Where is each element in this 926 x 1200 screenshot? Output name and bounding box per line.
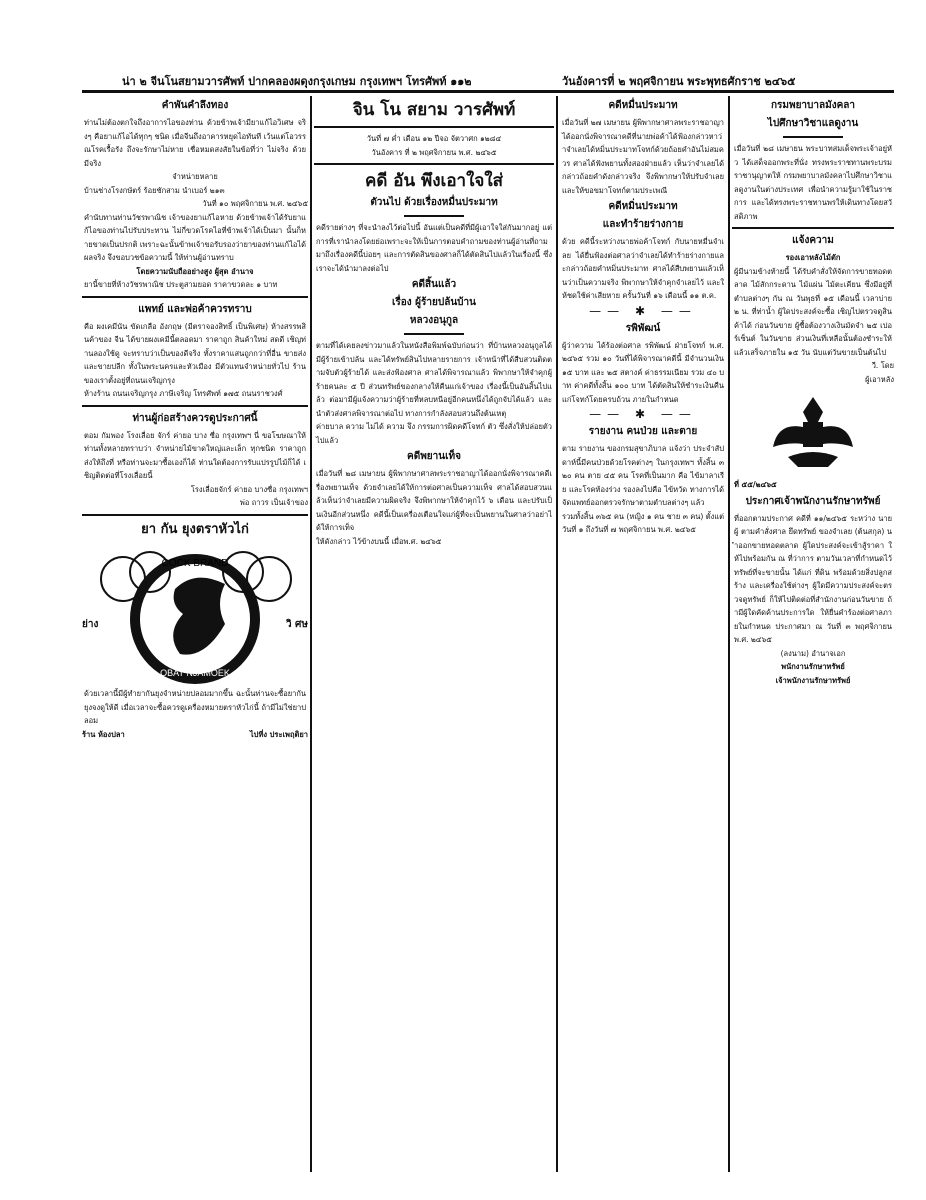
article-heading: ประกาศเจ้าพนักงานรักษาทรัพย์: [745, 495, 881, 507]
section-rule: [82, 296, 308, 298]
subheadline: ตัวนไป ด้วยเรื่องหมื่นประมาท: [370, 197, 498, 208]
cock-brand-logo: [95, 544, 295, 684]
article-heading: คดีพยานเท็จ: [407, 451, 461, 462]
article-body: เมื่อวันที่ ๒๗ เมษายน ผู้พิพากษาศาลพระราชอาญาได้ออกนั่งพิจารณาคดีที่นายพ่อค้าได้ฟ้องกล่าวหาว่าจำเลยได้หมิ่นประมาทโจทก์ด้วยถ้อยคำอันไม่สมควร ศาลได้ฟังพยานทั้งสองฝ่ายแล้ว เห็นว่าจำเลยได้กล่าวถ้อยคำดังกล่าวจริง จึงพิพากษาให้ปรับจำเลย และให้ขอขมาโจทก์ตามประเพณี: [562, 118, 724, 195]
ornament-divider: —— ✱ ——: [589, 407, 697, 421]
article-body: คือ ผงเคมีนัน ขัดเกลือ อังกฤษ (มีตราจองสิทธิ์ เป็นพิเศษ) ห้างสรรพสินค้าของ จีน ได้ขายผงเคมีนี้ตลอดมา ราคาถูก สินค้าใหม่ สดดี เชิญท่านลองใช้ดู จะทราบว่าเป็นของดีจริง ทั้งราคาแสนถูกกว่าที่อื่น ขายส่งและขายปลีก ทั้งในพระนครและหัวเมือง มีตัวแทนจำหน่ายทั่วไป ร้านของเราตั้งอยู่ที่ถนนเจริญกรุง: [84, 321, 306, 385]
short-rule: [404, 333, 464, 335]
ad-footer-left: ร้าน ห้องปลา: [82, 729, 125, 739]
column-3: [560, 96, 726, 537]
ad-headline: ยา กัน ยุงตราหัวไก่: [141, 521, 249, 537]
article-body: ตอม กัมพอง โรงเลื่อย จักร์ ค่ายอ บาง ซื่อ กรุงเทพฯ นี่ ขอโฆษณาให้ท่านทั้งหลายทราบว่า จำหน่ายไม้ขาดใหญ่และเล็ก ทุกชนิด ราคาถูก ส่งให้ถึงที่ หรือท่านจะมาซื้อเองก็ได้ ท่านใดต้องการรับแปรรูปไม้ก็ได้ เชิญติดต่อที่โรงเลื่อยนี้: [84, 430, 306, 480]
article-heading: แจ้งความ: [792, 235, 834, 246]
article-body: เมื่อวันที่ ๒๘ เมษายน พระบาทสมเด็จพระเจ้าอยู่หัว ได้เสด็จออกพระที่นั่ง ทรงพระราชทานพระบรมราชานุญาตให้ กรมพยาบาลมังคลาไปศึกษาวิชาแลดูงานในต่างประเทศ เพื่อนำความรู้มาใช้ในราชการ และได้ทรงพระราชทานพรให้เดินทางโดยสวัสดิภาพ: [734, 144, 892, 221]
footer-line: ยานี้ขายที่ห้างวัชรพาณิช ประตูสามยอด ราคาขวดละ ๑ บาท: [84, 280, 278, 289]
section-rule: [82, 514, 308, 516]
article-heading: ไปศึกษาวิชาแลดูงาน: [767, 118, 859, 129]
section-rule: [314, 126, 554, 128]
ad-right-text: วิ ศษ: [285, 618, 308, 630]
masthead-left: น่า ๒ จีนโนสยามวารศัพท์ ปากคลองผดุงกรุงเกษม กรุงเทพฯ โทรศัพท์ ๑๑๒: [122, 75, 472, 88]
garuda-icon: [768, 392, 858, 472]
article-body: ท่านไม่ต้องตกใจถึงอาการไอของท่าน ด้วยข้าพเจ้ามียาแก้ไอวิเศษ จริงๆ คือยาแก้ไอได้ทุกๆ ชนิด เมื่อจีนถึงอาคารหยุดไอทันที เว้นแต่โอวรรณโรคเรื้อรัง ถึงจะรักษาไม่หาย เชื่อหมดสงสัยในข้อที่ว่า ไม่จริง ด้วย มีจริง: [84, 118, 306, 168]
nameplate: จิน โน สยาม วารศัพท์: [352, 100, 516, 120]
article-body: ผู้ว่าความ ได้ร้องต่อศาล รพิพัฒน์ ฝ่ายโจทก์ พ.ศ. ๒๔๖๕ รวม ๑๐ วันที่ได้พิจารณาคดีนี้ มีจำนวนเงิน ๑๕ บาท และ ๒๕ สตางค์ ค่าธรรมเนียม รวม ๔๐ บาท ค่าคดีทั้งสิ้น ๑๐๐ บาท ได้ตัดสินให้ชำระเงินคืนแก่โจทก์โดยครบถ้วน ภายในกำหนด: [562, 340, 724, 404]
signature: พนักงานรักษาทรัพย์: [781, 662, 845, 671]
signature: โรงเลื่อยจักร์ ค่ายอ บางซื่อ กรุงเทพฯ: [190, 484, 308, 494]
signature: วี. โดย: [871, 361, 894, 370]
column-4: [732, 96, 894, 687]
signature: โดยความนับถืออย่างสูง ผู้สุด อำนาจ: [136, 266, 254, 276]
article-heading: คำพันคำลึงทอง: [161, 100, 229, 111]
ad-left-text: ย่าง: [82, 618, 99, 630]
section-rule: [82, 405, 308, 407]
ornament-divider: —— ✱ ——: [589, 303, 697, 318]
ad-footer-right: ไปที่ง ประเพฤติยา: [249, 729, 308, 739]
article-heading: และทำร้ายร่างกาย: [602, 219, 684, 230]
issue-date: วันอังคาร ที่ ๒ พฤศจิกายน พ.ศ. ๒๔๖๕: [371, 147, 497, 157]
signature: (ลงนาม) อำนาจเอก: [780, 648, 846, 658]
section-rule: [314, 163, 554, 165]
masthead-right: วันอังคารที่ ๒ พฤศจิกายน พระพุทธศักราช ๒๔๖๕: [562, 75, 796, 88]
article-subheading: จำหน่ายหลาย: [172, 172, 218, 181]
footer-line: ห้างร้าน ถนนเจริญกรุง ภาษีเจริญ โทรศัพท์ ๑๗๕ ถนนราชวงศ์: [84, 389, 283, 398]
article-heading: คดีสิ้นแล้ว: [411, 279, 457, 290]
signature: ผู้เอาหลัง: [865, 374, 894, 384]
article-body: รวมทั้งสิ้น ๓๖๕ คน (หญิง ๑ คน ชาย ๓ คน) ตั้งแต่วันที่ ๑ ถึงวันที่ ๗ พฤศจิกายน พ.ศ. ๒๔๖๕: [562, 511, 724, 534]
reference-number: ที่ ๕๕/๒๔๖๕: [734, 480, 777, 489]
top-rule: [82, 90, 894, 93]
article-heading: รพิพัฒน์: [625, 322, 661, 334]
article-heading: กรมพยาบาลมังคลา: [770, 100, 856, 111]
section-rule: [732, 227, 894, 229]
article-body: ให้ดังกล่าว ไว้ข้างบนนี้ เมื่อพ.ศ. ๒๔๖๕: [316, 536, 442, 546]
short-rule: [783, 136, 843, 138]
column-1: [82, 96, 308, 741]
article-body: ที่ออกตามประกาศ คดีที่ ๑๑/๒๔๖๕ ระหว่าง นาย ผู้ ตามคำสั่งศาล ยึดทรัพย์ ของจำเลย (ต้นสกุล) นำออกขายทอดตลาด ผู้ใดประสงค์จะเข้าสู้ราคา ให้ไปพร้อมกัน ณ ที่ว่าการ ตามวันเวลาที่กำหนดไว้ ทรัพย์ที่จะขายนั้น ได้แก่ ที่ดิน พร้อมด้วยสิ่งปลูกสร้าง และเครื่องใช้ต่างๆ ผู้ใดมีความประสงค์จะตรวจดูทรัพย์ ก็ให้ไปติดต่อที่สำนักงานก่อนวันขาย ถ้ามีผู้ใดคัดค้านประการใด ให้ยื่นคำร้องต่อศาลภายในกำหนด ประกาศมา ณ วันที่ ๓ พฤศจิกายน พ.ศ. ๒๔๖๕: [734, 513, 892, 644]
article-heading: คดีหมื่นประมาท: [608, 100, 678, 111]
article-body: คำนับทานท่านวัชรพาณิช เจ้าของยาแก้ไอหาย ด้วยข้าพเจ้าได้รับยาแก้ไอของท่านไปรับประทาน ไม่กี่ขวดโรคไอที่ข้าพเจ้าได้เป็นมา นั้นก็หายขาดเป็นปรกติ เพราะฉะนั้นข้าพเจ้าขอรับรองว่ายาของท่านแก้ไอได้ผลจริง จึงขอบวชข้อความนี้ ให้ท่านผู้อ่านทราบ: [84, 212, 306, 262]
svg-text:COCK BRAND: COCK BRAND: [161, 557, 229, 569]
address-line: บ้านช่างโรงกษัตร์ ร้อยชักสาม นำเบอร์ ๒๑๓: [84, 185, 225, 195]
ad-body: ด้วยเวลานี้มีผู้ทำยากันยุงจำหน่ายปลอมมากขึ้น ฉะนั้นท่านจะซื้อยากันยุงจงดูให้ดี เมื่อเวลาจะซื้อควรดูเครื่องหมายตราหัวไก่นี้ ถ้ามีไม่ใช่ยาปลอม: [84, 689, 306, 725]
article-subheading: รองเอาหลังไม้ตัก: [785, 253, 841, 262]
lunar-date: วันที่ ๗ ค่ำ เดือน ๑๒ ปีจอ จัตวาศก ๑๒๘๔: [366, 134, 502, 143]
article-body: ผู้มีนามข้างท้ายนี้ ได้รับคำสั่งให้จัดการขายทอดตลาด ไม้สักกระดาน ไม้แผ่น ไม้ตะเคียน ซึ่งมีอยู่ที่ตำบลต่างๆ กัน ณ วันพุธที่ ๑๕ เดือนนี้ เวลาบ่าย ๒ น. ที่ท่าน้ำ ผู้ใดประสงค์จะซื้อ เชิญไปตรวจดูสินค้าได้ ก่อนวันขาย ผู้ซื้อต้องวางเงินมัดจำ ๒๕ เปอร์เซ็นต์ ในวันขาย ส่วนเงินที่เหลือนั้นต้องชำระให้แล้วเสร็จภายใน ๑๕ วัน นับแต่วันขายเป็นต้นไป: [734, 266, 892, 357]
column-divider: [556, 96, 558, 1172]
article-heading: หลวงอนุกูล: [409, 315, 459, 326]
article-heading: ท่านผู้ก่อสร้างควรดูประกาศนี้: [132, 412, 258, 424]
short-rule: [404, 215, 464, 217]
date-line: วันที่ ๑๐ พฤศจิกายน พ.ศ. ๒๔๖๕: [202, 199, 308, 208]
column-divider: [728, 96, 730, 1172]
article-heading: รายงาน คนป่วย และตาย: [588, 426, 698, 437]
article-heading: แพทย์ และพ่อค้าควรทราบ: [138, 303, 252, 315]
article-body: เมื่อวันที่ ๒๘ เมษายน ผู้พิพากษาศาลพระราชอาญาได้ออกนั่งพิจารณาคดีเรื่องพยานเท็จ ด้วยจำเลยได้ให้การต่อศาลเป็นความเท็จ ศาลได้สอบสวนแล้วเห็นว่าจำเลยมีความผิดจริง จึงพิพากษาให้จำคุกไว้ ๖ เดือน และปรับเป็นเงินอีกส่วนหนึ่ง คดีนี้เป็นเครื่องเตือนใจแก่ผู้ที่จะเป็นพยานในศาลว่าอย่าได้ให้การเท็จ: [316, 469, 552, 532]
article-body: คดีรายต่างๆ ที่จะนำลงไว้ต่อไปนี้ อันแต่เป็นคดีที่มีผู้เอาใจใส่กันมากอยู่ แต่การที่เรานำลงโดยย่อเพราะจะให้เป็นการตอบคำถามของท่านผู้อ่านที่ถามมาถึงเรื่องคดีนี้บ่อยๆ และการตัดสินของศาลก็ได้ตัดสินไปแล้วในเรื่องนี้ ซึ่งเราจะได้นำมาลงต่อไป: [316, 223, 552, 273]
column-2: [314, 96, 554, 548]
svg-text:OBAT NJAMOEK: OBAT NJAMOEK: [160, 667, 230, 678]
article-body: ตาม รายงาน ของกรมสุขาภิบาล แจ้งว่า ประจำสัปดาห์นี้มีคนป่วยด้วยโรคต่างๆ ในกรุงเทพฯ ทั้งสิ้น ๓๒๐ คน ตาย ๔๕ คน โรคที่เป็นมาก คือ ไข้มาลาเรีย และโรคท้องร่วง รองลงไปคือ ไข้หวัด ทางการได้จัดแพทย์ออกตรวจรักษาตามตำบลต่างๆ แล้ว: [562, 444, 724, 507]
article-body: ด้วย คดีนี้ระหว่างนายพ่อค้าโจทก์ กับนายหมื่นจำเลย ได้ยื่นฟ้องต่อศาลว่าจำเลยได้ทำร้ายร่างกายและกล่าวถ้อยคำหมิ่นประมาท ศาลได้สืบพยานแล้วเห็นว่าเป็นความจริง พิพากษาให้จำคุกจำเลยไว้ และให้ชดใช้ค่าเสียหาย ครั้นวันที่ ๑๖ เดือนนี้ ๑๑ ต.ค.: [562, 237, 724, 300]
signature: พ่อ ถาวร เป็นเจ้าของ: [239, 498, 308, 507]
signature: เจ้าพนักงานรักษาทรัพย์: [775, 675, 851, 685]
article-heading: คดีหมิ่นประมาท: [608, 201, 678, 212]
article-body: ค่ายบาล ความ ไม่ได้ ความ จึง กรรมการผิดคดีโจทก์ ตัว ซึ่งสั่งให้ปล่อยตัวไปแล้ว: [316, 422, 552, 445]
headline: คดี อัน พึงเอาใจใส่: [364, 171, 504, 191]
column-divider: [310, 96, 312, 1172]
article-body: ตามที่ได้เคยลงข่าวมาแล้วในหนังสือพิมพ์ฉบับก่อนว่า ที่บ้านหลวงอนุกูลได้มีผู้ร้ายเข้าปล้น และได้ทรัพย์สินไปหลายรายการ เจ้าหน้าที่ได้สืบสวนติดตามจับตัวผู้ร้ายได้ และส่งฟ้องศาล ศาลได้พิจารณาแล้ว พิพากษาให้จำคุกผู้ร้ายคนละ ๕ ปี ส่วนทรัพย์ของกลางให้คืนแก่เจ้าของ เรื่องนี้เป็นอันสิ้นไปแล้ว ต่อมามีผู้แจ้งความว่าผู้ร้ายที่หลบหนีอยู่อีกคนหนึ่งได้ถูกจับได้แล้ว และนำตัวส่งศาลพิจารณาต่อไป ทางการกำลังสอบสวนถึงต้นเหตุ: [316, 341, 552, 418]
article-heading: เรื่อง ผู้ร้ายปล้นบ้าน: [392, 297, 476, 308]
rooster-icon: [95, 544, 295, 684]
newspaper-page: [82, 62, 894, 1172]
masthead: [82, 72, 894, 88]
garuda-emblem: [768, 392, 858, 472]
